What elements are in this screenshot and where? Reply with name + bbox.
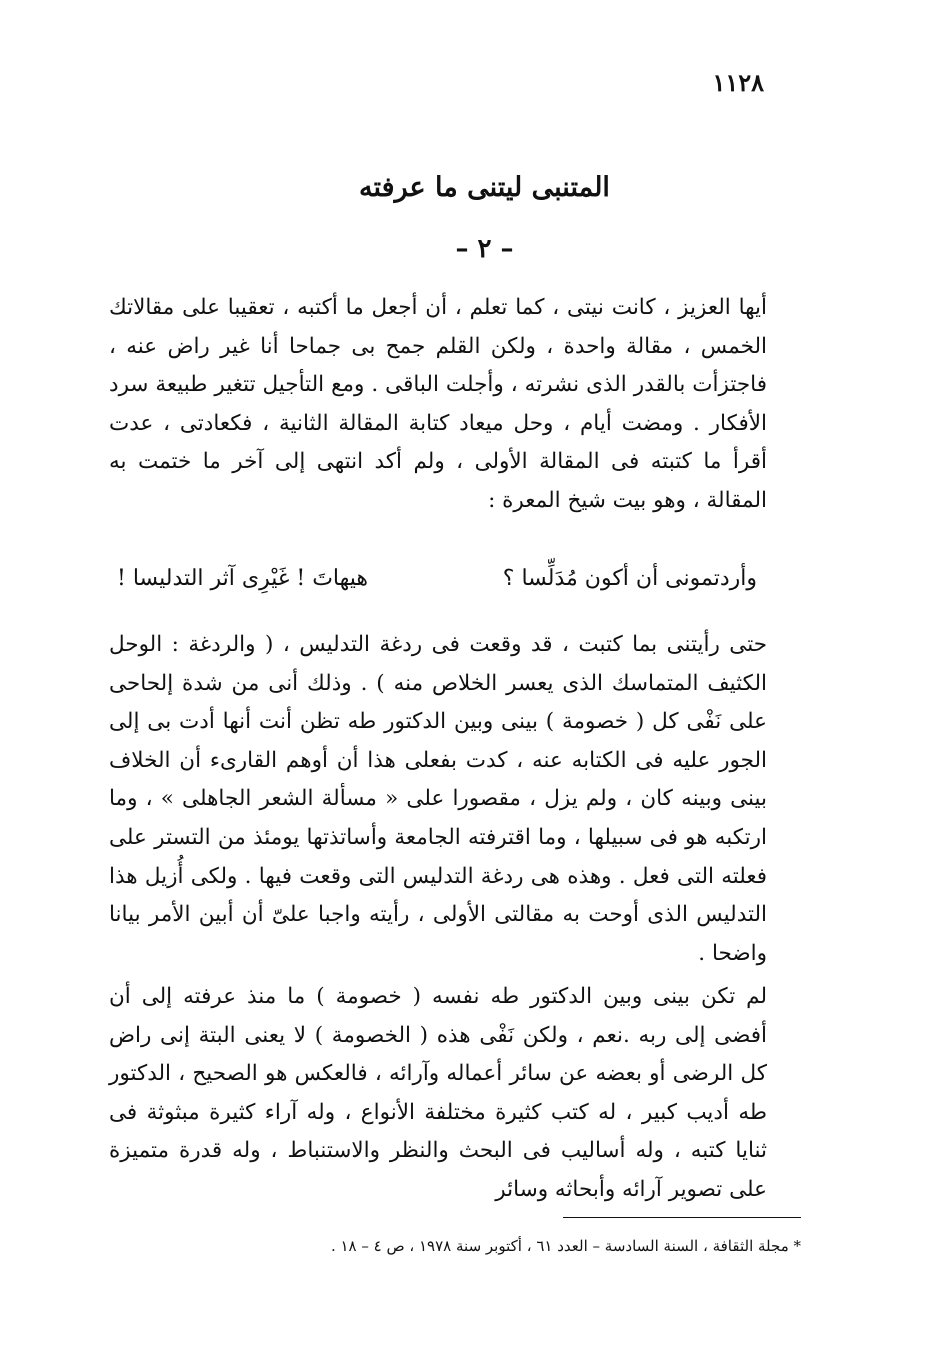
paragraph-3 bbox=[109, 978, 767, 1210]
part-number: – ٢ – bbox=[455, 234, 514, 264]
page-number: ١١٢٨ bbox=[712, 68, 764, 97]
paragraph-1 bbox=[109, 289, 767, 521]
article-title: المتنبى ليتنى ما عرفته bbox=[359, 172, 610, 203]
paragraph-3-text: لم تكن بينى وبين الدكتور طه نفسه ( خصومة ) ما منذ عرفته إلى أن أفضى إلى ربه .نعم ، ولكن نَفْى هذه ( الخصومة ) لا يعنى البتة إنى راض كل الرضى أو بعضه عن سائر أعماله وآرائه ، فالعكس هو الصحيح ، الدكتور طه أديب كبير ، له كتب كثيرة مختلفة الأنواع ، وله آراء كثيرة مبثوثة فى ثنايا كتبه ، وله أساليب فى البحث والنظر والاستنباط ، وله قدرة متميزة على تصوير آرائه وأبحاثه وسائر bbox=[109, 984, 767, 1202]
footnote-divider bbox=[563, 1217, 801, 1218]
paragraph-2-text: حتى رأيتنى بما كتبت ، قد وقعت فى ردغة التدليس ، ( والردغة : الوحل الكثيف المتماسك الذى يعسر الخلاص منه ) . وذلك أنى من شدة إلحاحى على نَفْى كل ( خصومة ) بينى وبين الدكتور طه تظن أنت أنها أدت بى إلى الجور عليه فى الكتابه عنه ، كدت بفعلى هذا أن أوهم القارىء أن الخلاف بينى وبينه كان ، ولم يزل ، مقصورا على « مسألة الشعر الجاهلى » ، وما ارتكبه هو فى سبيلها ، وما اقترفته الجامعة وأساتذتها يومئذ من التستر على فعلته التى فعل . وهذه هى ردغة التدليس التى وقعت فيها . ولكى أُزيل هذا التدليس الذى أوحت به مقالتى الأولى ، رأيته واجبا علىّ أن أبين الأمر بيانا واضحا . bbox=[109, 632, 767, 966]
footnote: * مجلة الثقافة ، السنة السادسة – العدد ٦١ ، أكتوبر سنة ١٩٧٨ ، ص ٤ – ١٨ . bbox=[330, 1237, 801, 1255]
verse-first-hemistich: وأردتمونى أن أكون مُدَلِّسا ؟ bbox=[502, 566, 757, 591]
paragraph-1-text: أيها العزيز ، كانت نيتى ، كما تعلم ، أن أجعل ما أكتبه ، تعقيبا على مقالاتك الخمس ، مقالة واحدة ، ولكن القلم جمح بى جماحا أنا غير راض عنه ، فاجتزأت بالقدر الذى نشرته ، وأجلت الباقى . ومع التأجيل تتغير طبيعة سرد الأفكار . ومضت أيام ، وحل ميعاد كتابة المقالة الثانية ، فكعادتى ، عدت أقرأ ما كتبته فى المقالة الأولى ، ولم أكد انتهى إلى آخر ما ختمت به المقالة ، وهو بيت شيخ المعرة : bbox=[109, 295, 767, 513]
verse-second-hemistich: هيهاتَ ! غَيْرِى آثر التدليسا ! bbox=[117, 566, 368, 591]
poem-verse bbox=[117, 566, 757, 606]
paragraph-2 bbox=[109, 626, 767, 973]
